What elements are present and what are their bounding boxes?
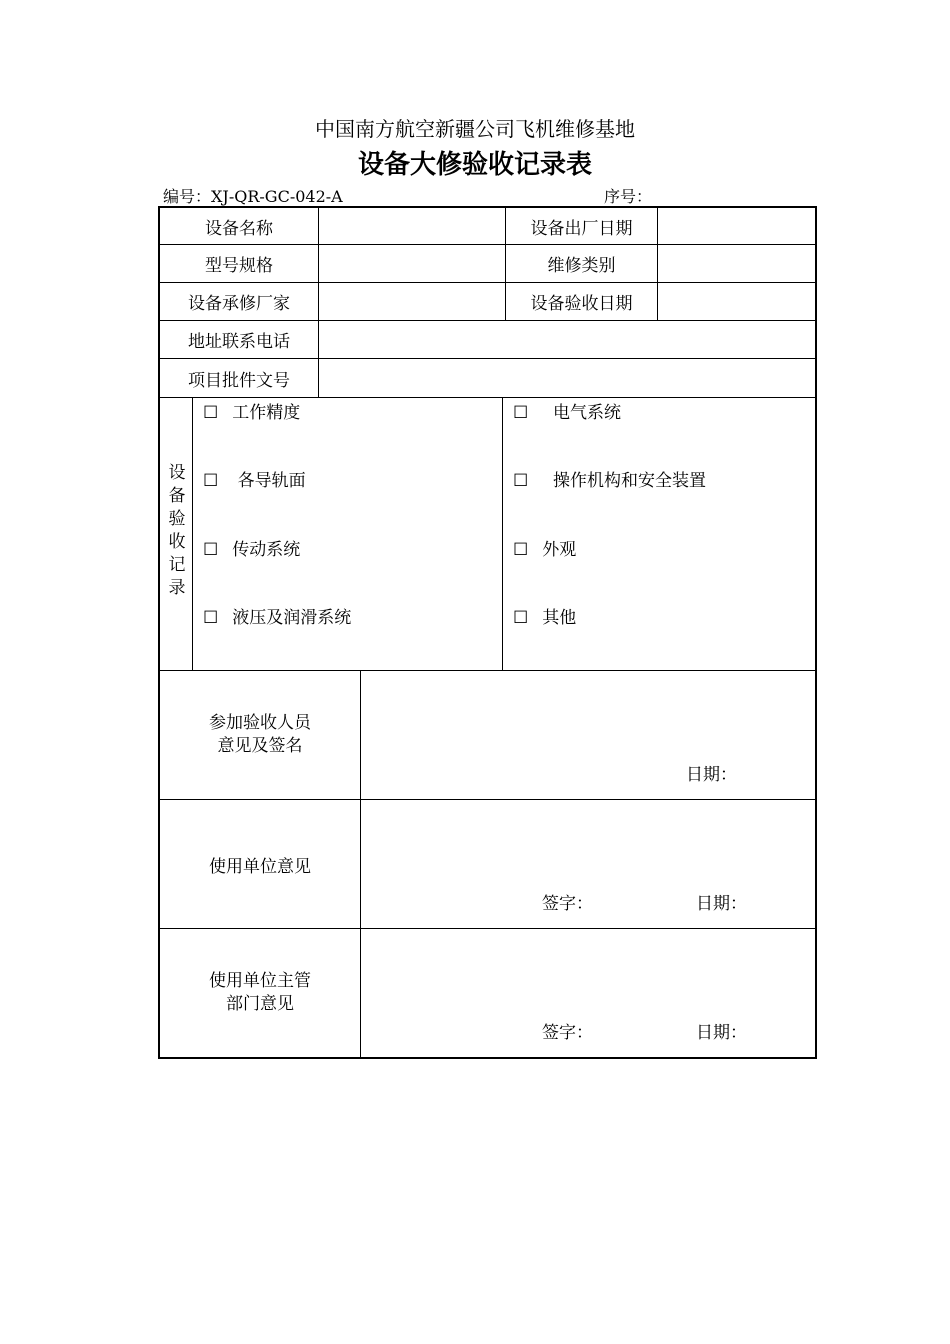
form-code [163,184,343,207]
repair-vendor-field[interactable] [319,283,505,320]
checkbox-icon[interactable]: ☐ [203,608,219,628]
check-item-other[interactable]: ☐ 其他 [513,608,577,628]
unit-date-label: 日期： [696,894,747,914]
equipment-name-field[interactable] [319,208,505,244]
dept-sign-label: 签字： [542,1023,593,1043]
check-item-guide-rails[interactable]: ☐ 各导轨面 [203,471,306,491]
check-item-work-precision[interactable]: ☐ 工作精度 [203,403,301,423]
repair-type-label: 维修类别 [547,256,616,276]
address-phone-field[interactable] [319,321,815,358]
unit-sign-label: 签字： [542,894,593,914]
check-item-electrical[interactable]: ☐ 电气系统 [513,403,622,423]
equipment-name-label: 设备名称 [205,218,273,239]
form-title: 设备大修验收记录表 [357,150,592,180]
serial-number-label: 序号： [604,187,653,206]
model-spec-label: 型号规格 [205,256,273,276]
organization-name: 中国南方航空新疆公司飞机维修基地 [315,117,635,141]
checkbox-icon[interactable]: ☐ [513,608,529,628]
checkbox-icon[interactable]: ☐ [203,471,219,491]
address-phone-label: 地址联系电话 [188,332,290,352]
members-date-label: 日期： [686,765,737,785]
approval-doc-label: 项目批件文号 [188,370,290,391]
repair-type-field[interactable] [658,245,815,282]
acceptance-record-label: 设 备 验 收 记 录 [168,463,186,598]
code-value: XJ-QR-GC-042-A [211,187,343,206]
check-item-controls-safety[interactable]: ☐ 操作机构和安全装置 [513,471,707,491]
checkbox-icon[interactable]: ☐ [513,471,529,491]
dept-date-label: 日期： [696,1023,747,1043]
acceptance-members-label: 参加验收人员 意见及签名 [209,713,311,756]
checkbox-icon[interactable]: ☐ [513,403,529,423]
checkbox-icon[interactable]: ☐ [203,540,219,560]
check-item-hydraulic-lubrication[interactable]: ☐ 液压及润滑系统 [203,608,352,628]
acceptance-date-label: 设备验收日期 [530,294,633,314]
model-spec-field[interactable] [319,245,505,282]
factory-date-label: 设备出厂日期 [530,218,633,239]
check-item-appearance[interactable]: ☐ 外观 [513,540,577,560]
checkbox-icon[interactable]: ☐ [513,540,529,560]
user-unit-opinion-label: 使用单位意见 [209,856,311,877]
acceptance-date-field[interactable] [658,283,815,320]
managing-dept-opinion-label: 使用单位主管 部门意见 [209,971,311,1014]
check-item-transmission[interactable]: ☐ 传动系统 [203,540,301,560]
factory-date-field[interactable] [658,208,815,244]
checkbox-icon[interactable]: ☐ [203,403,219,423]
code-label: 编号： [163,187,212,206]
approval-doc-field[interactable] [319,359,815,397]
acceptance-members-field[interactable] [361,671,815,799]
repair-vendor-label: 设备承修厂家 [188,294,290,314]
